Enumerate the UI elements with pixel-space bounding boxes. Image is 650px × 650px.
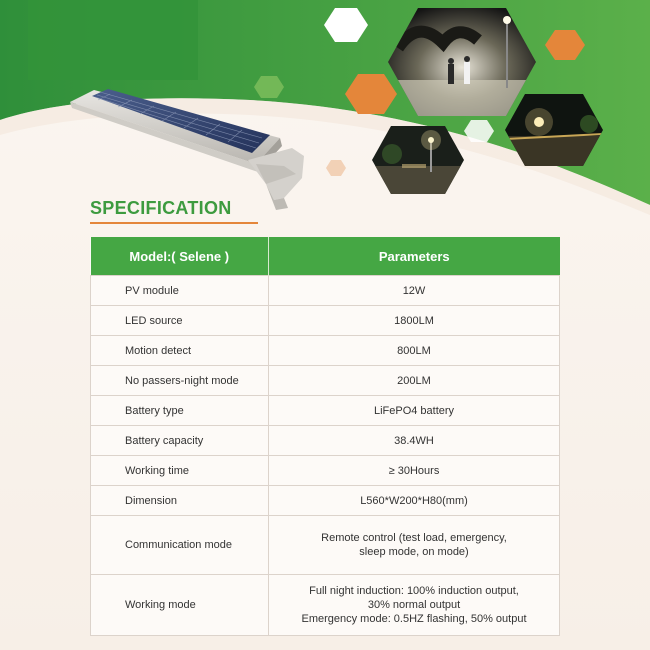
title-underline xyxy=(90,222,258,224)
model-header: Model:( Selene ) xyxy=(91,237,269,276)
spec-table xyxy=(90,237,560,636)
row-value: 38.4WH xyxy=(269,426,560,456)
row-label: Battery capacity xyxy=(91,426,269,456)
table-row xyxy=(91,486,560,516)
row-label: Communication mode xyxy=(91,516,269,575)
row-label: Dimension xyxy=(91,486,269,516)
table-row xyxy=(91,516,560,575)
green-block xyxy=(28,0,198,80)
row-value: 200LM xyxy=(269,366,560,396)
table-row xyxy=(91,306,560,336)
parameters-header: Parameters xyxy=(269,237,560,276)
row-value: 1800LM xyxy=(269,306,560,336)
row-label: Working mode xyxy=(91,575,269,636)
table-row xyxy=(91,366,560,396)
row-label: Motion detect xyxy=(91,336,269,366)
table-row xyxy=(91,426,560,456)
row-value xyxy=(269,575,560,636)
value-line: Remote control (test load, emergency, xyxy=(321,532,507,544)
table-header-row xyxy=(91,237,560,276)
row-value: 12W xyxy=(269,276,560,306)
row-label: LED source xyxy=(91,306,269,336)
table-row xyxy=(91,456,560,486)
street-photo-plaza xyxy=(372,126,464,194)
value-line: 30% normal output xyxy=(367,599,461,611)
table-row xyxy=(91,276,560,306)
value-line: sleep mode, on mode) xyxy=(359,546,469,558)
row-label: Working time xyxy=(91,456,269,486)
hexagon-icon xyxy=(464,120,494,142)
row-label: Battery type xyxy=(91,396,269,426)
row-value xyxy=(269,516,560,575)
row-value: ≥ 30Hours xyxy=(269,456,560,486)
row-value: L560*W200*H80(mm) xyxy=(269,486,560,516)
hexagon-icon xyxy=(324,8,368,42)
table-row xyxy=(91,575,560,636)
table-row xyxy=(91,336,560,366)
street-photo-road xyxy=(505,94,603,166)
hexagon-icon xyxy=(545,30,585,60)
row-label: PV module xyxy=(91,276,269,306)
hexagon-icon xyxy=(326,160,346,176)
value-line: Full night induction: 100% induction output, xyxy=(309,585,519,597)
row-label: No passers-night mode xyxy=(91,366,269,396)
row-value: 800LM xyxy=(269,336,560,366)
table-row xyxy=(91,396,560,426)
value-line: Emergency mode: 0.5HZ flashing, 50% output xyxy=(301,613,527,625)
solar-street-light-image xyxy=(70,80,320,210)
row-value: LiFePO4 battery xyxy=(269,396,560,426)
section-title: SPECIFICATION xyxy=(90,198,232,218)
